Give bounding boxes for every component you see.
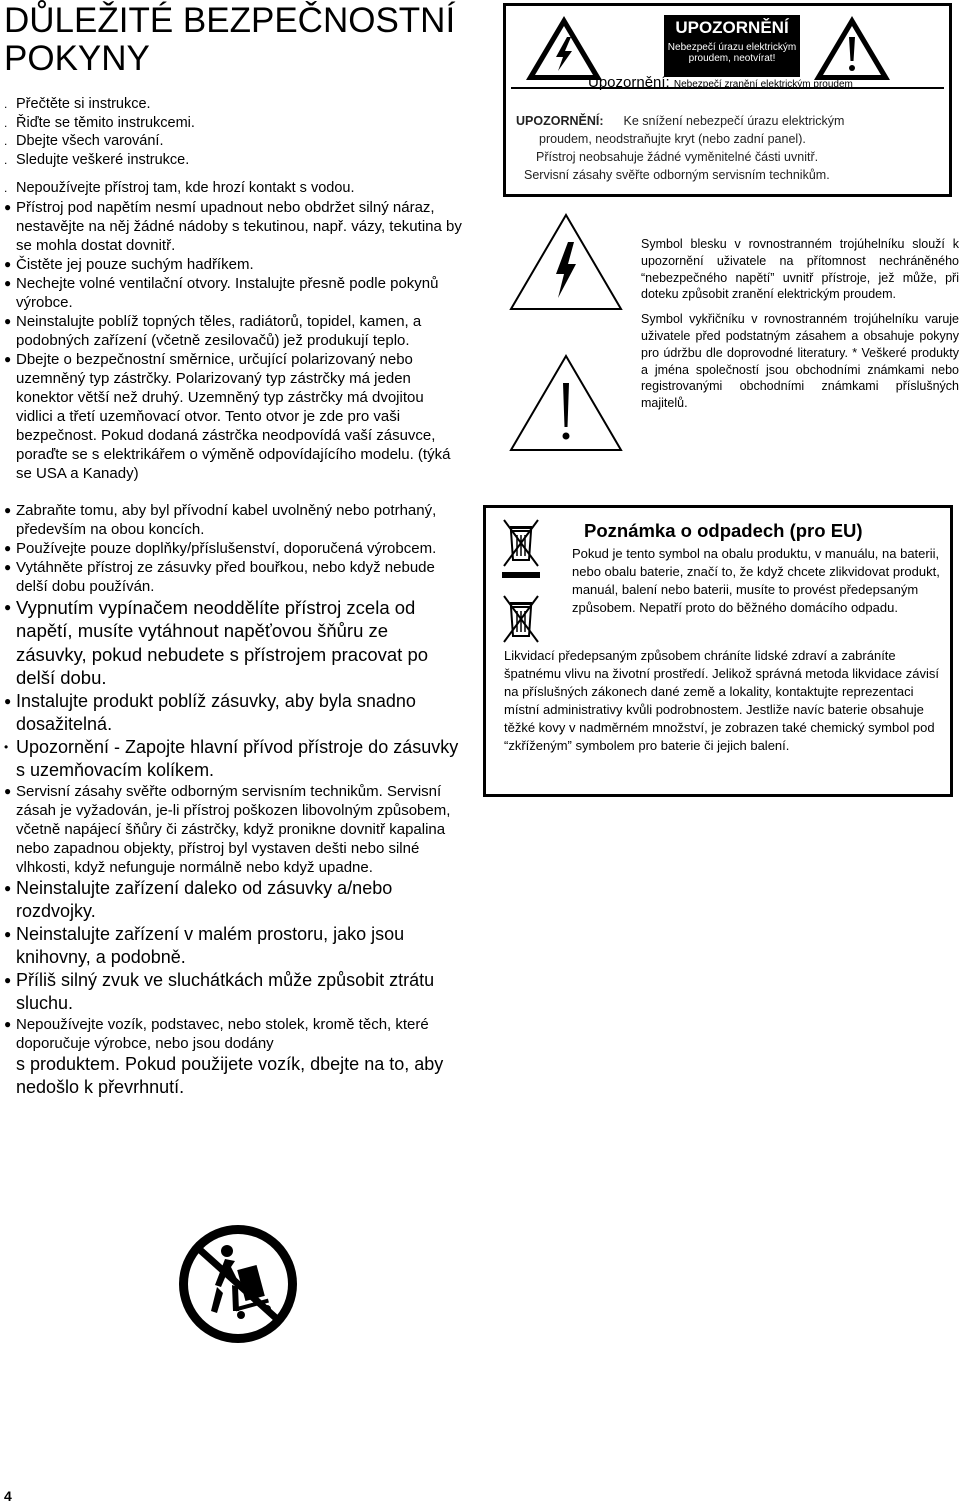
eu-waste-note-box [483,505,953,797]
instruction-text: Vypnutím vypínačem neoddělíte přístroj zcela od napětí, musíte vytáhnout napěťovou šňůru ze zásuvky, pokud nebudete s přístrojem pracovat po delší dobu. [16,596,429,688]
lightning-symbol-text: Symbol blesku v rovnostranném trojúhelníku slouží k upozornění uživatele na přítomnost nechráněného “nebezpečného napětí” uvnitř přístroje, jež může, při doteku způsobit zranění elektrickým proudem. [641,237,959,302]
instruction-item [4,877,462,923]
instruction-text: Neinstalujte zařízení v malém prostoru, jako jsou knihovny, a podobně. [16,923,405,967]
instruction-item [4,539,462,558]
instruction-item [4,95,462,114]
instruction-item [4,274,462,312]
exclamation-symbol-text: Symbol vykřičníku v rovnostranném trojúhelníku varuje uživatele před podstatným zásahem a obsahuje pokyny pro údržbu dle doprovodné literatury. * Veškeré produkty a jména společností jsou obchodními známkami nebo registrovanými obchodními známkami příslušných majitelů. [641,312,959,411]
bullet-icon: . [4,134,8,148]
bullet-icon: . [4,152,8,167]
bullet-icon: • [4,739,9,754]
instruction-item [4,558,462,596]
bullet-icon: ● [4,199,12,214]
instruction-text: Řiďte se těmito instrukcemi. [16,114,195,131]
instruction-item [4,596,462,690]
instruction-text: Upozornění - Zapojte hlavní přívod přístroje do zásuvky s uzemňovacím kolíkem. [16,736,459,780]
instruction-text: Přečtěte si instrukce. [16,96,151,112]
lightning-triangle-icon [523,13,605,83]
instruction-item [4,923,462,969]
bullet-icon: . [4,181,8,195]
warning-line: Ke snížení nebezpečí úrazu elektrickým [623,114,845,128]
instruction-text: Nechejte volné ventilační otvory. Instalujte přesně podle pokynů výrobce. [16,274,439,311]
lightning-triangle-icon [508,212,624,312]
bullet-icon: ● [4,351,12,366]
bullet-icon: ● [4,926,12,941]
instruction-item [4,736,462,782]
instruction-text: Používejte pouze doplňky/příslušenství, doporučená výrobcem. [16,539,437,557]
warning-sub-label: Upozornění: Nebezpečí zranění elektrickým proudem [588,74,853,91]
warning-line: Přístroj neobsahuje žádné vyměnitelné části uvnitř. [536,150,819,164]
warning-label-box [503,3,952,197]
warning-text [516,112,941,184]
no-cart-icon [177,1223,299,1345]
bullet-icon: ● [4,559,12,574]
crossed-bin-icon [498,516,546,582]
instruction-text: Nepoužívejte přístroj tam, kde hrozí kontakt s vodou. [16,180,355,196]
instruction-item [4,501,462,539]
bullet-icon: . [4,115,8,130]
bullet-icon: ● [4,783,12,798]
instruction-text: Dbejte o bezpečnostní směrnice, určující polarizovaný nebo uzemněný typ zástrčky. Polarizovaný typ zástrčky má jeden konektor větší než druhý. Uzemněný typ zástrčky má dvojitou vidlici a třetí uzemňovací otvor. Tento otvor je zde pro vaši bezpečnost. Pokud dodaná zástrčka neodpovídá vaší zásuvce, poraďte se s elektrikářem o výměně odpovídajícího modelu. (týká se USA a Kanady) [16,350,451,482]
instruction-text: Instalujte produkt poblíž zásuvky, aby byla snadno dosažitelná. [16,690,416,734]
eu-note-body: Likvidací předepsaným způsobem chráníte lidské zdraví a zabráníte špatnému vlivu na životní prostředí. Jelikož správná metoda likvidace závisí na příslušných zákonech dané země a lokality, kontaktujte reprezentaci místní administrativy kvůli podrobnostem. Jestliže navíc baterie obsahuje těžké kovy v nadměrném množství, je zobrazen také chemický symbol pod “zkříženým” symbolem pro baterie či jejich balení. [504,648,939,753]
instruction-text: Příliš silný zvuk ve sluchátkách může způsobit ztrátu sluchu. [16,969,435,1013]
warning-header-label [664,15,800,77]
instruction-item [4,255,462,274]
warning-header-title: UPOZORNĚNÍ [675,18,789,37]
safety-instructions-list [4,95,462,1099]
instruction-text: s produktem. Pokud použijete vozík, dbejte na to, aby nedošlo k převrhnutí. [16,1053,444,1097]
exclamation-triangle-icon [811,13,893,83]
instruction-item [4,198,462,255]
warning-label-header [511,11,944,89]
instruction-text: Nepoužívejte vozík, podstavec, nebo stolek, kromě těch, které doporučuje výrobce, nebo jsou dodány [16,1015,429,1052]
page-number: 4 [4,1488,12,1504]
instruction-item [4,782,462,877]
instruction-item [4,114,462,133]
instruction-item [4,969,462,1015]
exclamation-triangle-icon [508,353,624,453]
bullet-icon: ● [4,275,12,290]
bullet-icon: ● [4,599,12,614]
symbols-explanation [641,236,959,420]
bullet-icon: ● [4,1016,12,1031]
eu-note-intro: Pokud je tento symbol na obalu produktu, v manuálu, na baterii, nebo obalu baterie, značí to, že když chcete zlikvidovat produkt, manuál, balení nebo baterii, musíte to provést předepsaným způsobem. Nepatří proto do běžného domácího odpadu. [572,546,940,615]
eu-note-title: Poznámka o odpadech (pro EU) [584,520,863,541]
warning-lead: UPOZORNĚNÍ: [516,114,604,128]
bullet-icon: ● [4,502,12,517]
instruction-item [4,1053,462,1099]
bullet-icon: ● [4,972,12,987]
instruction-text: Dbejte všech varování. [16,133,164,149]
instruction-item [4,1015,462,1053]
instruction-text: Servisní zásahy svěřte odborným servisním technikům. Servisní zásah je vyžadován, je-li přístroj poškozen libovolným způsobem, včetně napájecí šňůry či zástrčky, když pronikne dovnitř kapalina nebo zapadnou objekty, přístroj byl vystaven dešti nebo silné vlhkosti, když nefunguje normálně nebo když upadne. [16,782,451,876]
instruction-text: Neinstalujte poblíž topných těles, radiátorů, topidel, kamen, a podobných zařízení (včetně zesilovačů) jež produkují teplo. [16,312,422,349]
bullet-icon: ● [4,313,12,328]
instruction-item [4,350,462,483]
instruction-text: Vytáhněte přístroj ze zásuvky před bouřkou, nebo když nebude delší dobu používán. [16,558,435,595]
warning-line: Servisní zásahy svěřte odborným servisním technikům. [524,168,830,182]
bullet-icon: ● [4,256,12,271]
instruction-text: Čistěte jej pouze suchým hadříkem. [16,255,254,273]
instruction-item [4,132,462,151]
instruction-text: Přístroj pod napětím nesmí upadnout nebo obdržet silný náraz, nestavějte na něj žádné nádoby s tekutinou, např. vázy, tekutina by se mohla dostat dovnitř. [16,198,462,254]
bullet-icon: . [4,97,8,111]
page-title: DŮLEŽITÉ BEZPEČNOSTNÍ POKYNY [4,1,456,78]
instruction-item [4,312,462,350]
warning-line: proudem, neodstraňujte kryt (nebo zadní panel). [539,132,806,146]
instruction-item [4,151,462,170]
bullet-icon: ● [4,880,12,895]
bullet-icon: ● [4,693,12,708]
warning-header-subtitle: Nebezpečí úrazu elektrickým proudem, neotvírat! [667,42,797,64]
instruction-item [4,179,462,198]
crossed-bin-icon [498,592,546,646]
instruction-text: Zabraňte tomu, aby byl přívodní kabel uvolněný nebo potrhaný, především na obou koncích. [16,501,437,538]
instruction-text: Neinstalujte zařízení daleko od zásuvky a/nebo rozdvojky. [16,877,393,921]
instruction-text: Sledujte veškeré instrukce. [16,151,190,168]
bullet-icon: ● [4,540,12,555]
instruction-item [4,690,462,736]
